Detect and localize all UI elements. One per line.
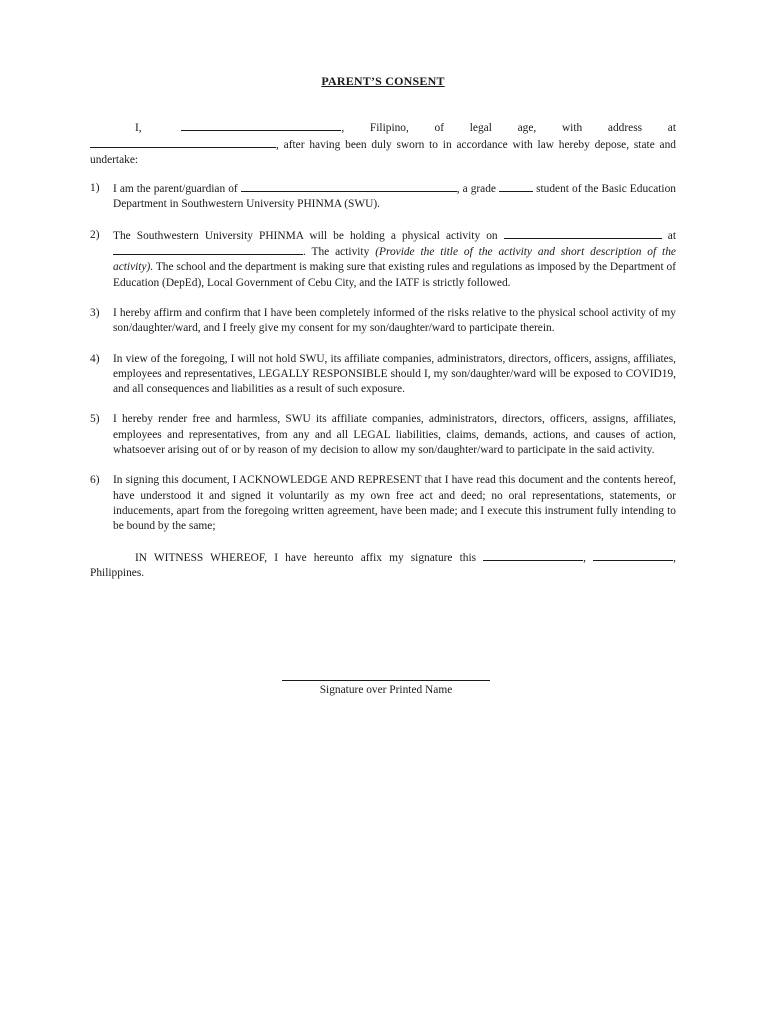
signature-line [282, 680, 490, 681]
witness-paragraph: IN WITNESS WHEREOF, I have hereunto affix my signature this , , Philippines. [90, 551, 676, 579]
signature-label: Signature over Printed Name [319, 684, 453, 696]
signature-place-blank [593, 550, 673, 561]
activity-date-blank [504, 228, 662, 239]
activity-venue-blank [113, 244, 303, 255]
list-item: 2) The Southwestern University PHINMA will be holding a physical activity on at . The activity (Provide the title of the activity and short description of the activity). The school and the department is making sure that existing rules and regulations as imposed by the Department of Education (DepEd), Local Government of Cebu City, and the IATF is strictly followed. [90, 228, 676, 289]
list-item: 5) I hereby render free and harmless, SWU its affiliate companies, administrators, directors, officers, assigns, affiliates, employees and representatives, from any and all LEGAL liabilities, claims, demands, actions, and causes of action, whatsoever arising out of or by reason of my decision to allow my son/daughter/ward to participate in the said activity. [90, 413, 676, 457]
list-item: 6) In signing this document, I ACKNOWLEDGE AND REPRESENT that I have read this document and the contents hereof, have understood it and signed it voluntarily as my own free act and deed; no oral representations, statements, or inducements, apart from the foregoing written agreement, have been made; and I execute this instrument fully intending to be bound by the same; [90, 474, 676, 533]
list-item: 3) I hereby affirm and confirm that I have been completely informed of the risks relative to the physical school activity of my son/daughter/ward, and I freely give my consent for my son/daughter/ward to participate therein. [90, 306, 676, 335]
terms-list [90, 181, 676, 534]
document-body [90, 74, 676, 581]
intro-paragraph: I, , Filipino, of legal age, with address at , after having been duly sworn to in accordance with law hereby depose, state and undertake: [90, 122, 676, 166]
document-title: PARENT’S CONSENT [321, 74, 445, 88]
signature-date-blank [483, 550, 583, 561]
address-blank [90, 137, 276, 148]
name-blank [181, 120, 341, 131]
child-name-blank [241, 181, 457, 192]
grade-blank [499, 181, 533, 192]
signature-block [282, 680, 490, 696]
list-item: 4) In view of the foregoing, I will not hold SWU, its affiliate companies, administrators, directors, officers, assigns, affiliates, employees and representatives, LEGALLY RESPONSIBLE should I, my son/daughter/ward will be exposed to COVID19, and all consequences and liabilities as a result of such exposure. [90, 352, 676, 396]
list-item: 1) I am the parent/guardian of , a grade student of the Basic Education Department in Southwestern University PHINMA (SWU). [90, 182, 676, 211]
